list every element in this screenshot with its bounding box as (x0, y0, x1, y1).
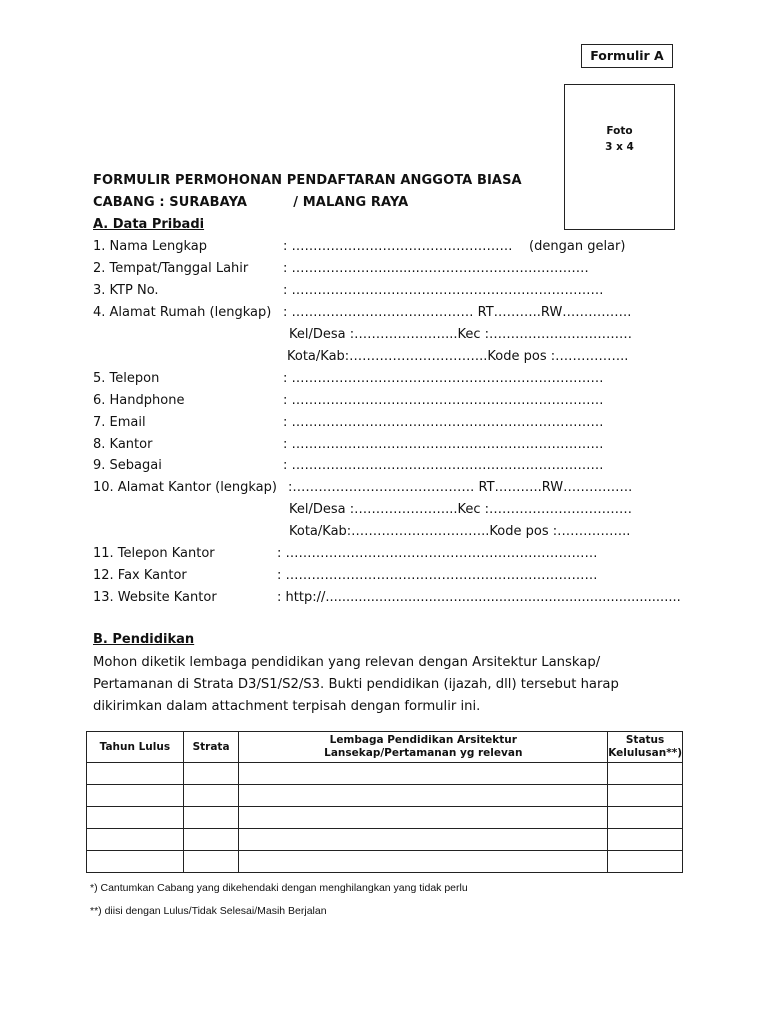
photo-size: 3 x 4 (605, 141, 634, 153)
home-kel-kec[interactable]: Kel/Desa :…………………...Kec :…………………………… (289, 327, 633, 342)
table-cell[interactable] (183, 785, 239, 807)
education-instructions: Mohon diketik lembaga pendidikan yang relevan dengan Arsitektur Lanskap/ Pertamanan di Strata D3/S1/S2/S3. Bukti pendidikan (ijazah, dll) tersebut harap dikirimkan dalam attachment terpisah dengan formulir ini. (93, 655, 619, 714)
table-row (87, 807, 683, 829)
col-header-institution: Lembaga Pendidikan Arsitektur Lansekap/Pertamanan yg relevan (239, 732, 608, 763)
footnote-status: **) diisi dengan Lulus/Tidak Selesai/Masih Berjalan (90, 905, 327, 917)
section-b-heading: B. Pendidikan (93, 632, 195, 647)
field-label: 3. KTP No. (93, 283, 159, 298)
table-cell[interactable] (239, 785, 608, 807)
table-cell[interactable] (608, 829, 683, 851)
table-cell[interactable] (239, 807, 608, 829)
col-header-status: Status Kelulusan**) (608, 732, 683, 763)
field-blank[interactable]: : ……………………………………………………………… (277, 568, 598, 583)
table-row (87, 785, 683, 807)
table-cell[interactable] (87, 851, 184, 873)
col-header-year: Tahun Lulus (87, 732, 184, 763)
table-row (87, 763, 683, 785)
table-cell[interactable] (87, 829, 184, 851)
form-title: FORMULIR PERMOHONAN PENDAFTARAN ANGGOTA BIASA (93, 173, 522, 188)
field-label: 6. Handphone (93, 393, 185, 408)
table-cell[interactable] (239, 829, 608, 851)
home-kota-kodepos[interactable]: Kota/Kab:…………………………..Kode pos :…………….. (287, 349, 629, 364)
photo-box (564, 84, 675, 230)
education-table (86, 731, 683, 873)
section-a-heading: A. Data Pribadi (93, 217, 205, 232)
field-label: 9. Sebagai (93, 458, 162, 473)
footnote-branch: *) Cantumkan Cabang yang dikehendaki dengan menghilangkan yang tidak perlu (90, 882, 468, 894)
table-cell[interactable] (608, 763, 683, 785)
field-blank[interactable]: : ……………………………………………………………… (283, 283, 604, 298)
field-blank[interactable]: : ……………………………………………………………… (277, 546, 598, 561)
field-label: 7. Email (93, 415, 146, 430)
table-row (87, 829, 683, 851)
table-cell[interactable] (608, 807, 683, 829)
branch-line: CABANG : SURABAYA / MALANG RAYA (93, 195, 409, 210)
table-cell[interactable] (183, 763, 239, 785)
table-header-row (87, 732, 683, 763)
form-label-box: Formulir A (581, 44, 673, 68)
field-blank[interactable]: : ………………….........………………………………… (283, 261, 589, 276)
field-label: 10. Alamat Kantor (lengkap) (93, 480, 277, 495)
field-blank[interactable]: : …………………………………………… (dengan gelar) (283, 239, 626, 254)
table-cell[interactable] (608, 785, 683, 807)
field-blank[interactable]: : …………………………………… RT………..RW……………. (283, 305, 632, 320)
office-kel-kec[interactable]: Kel/Desa :…………………...Kec :…………………………… (289, 502, 633, 517)
field-blank[interactable]: : ……………………………………………………………… (283, 371, 604, 386)
field-blank[interactable]: :…………………………………… RT………..RW……………. (288, 480, 633, 495)
field-label: 4. Alamat Rumah (lengkap) (93, 305, 272, 320)
table-cell[interactable] (608, 851, 683, 873)
table-cell[interactable] (183, 829, 239, 851)
table-row (87, 851, 683, 873)
field-label: 5. Telepon (93, 371, 160, 386)
table-cell[interactable] (183, 851, 239, 873)
table-cell[interactable] (87, 763, 184, 785)
office-kota-kodepos[interactable]: Kota/Kab:…………………………..Kode pos :…………….. (289, 524, 631, 539)
field-blank[interactable]: : ……………………………………………………………… (283, 458, 604, 473)
col-header-strata: Strata (183, 732, 239, 763)
field-label: 12. Fax Kantor (93, 568, 187, 583)
field-label: 2. Tempat/Tanggal Lahir (93, 261, 249, 276)
field-blank[interactable]: : ……………………………………………………………… (283, 393, 604, 408)
table-cell[interactable] (87, 785, 184, 807)
field-label: 8. Kantor (93, 437, 153, 452)
table-cell[interactable] (87, 807, 184, 829)
field-blank[interactable]: : ……………………………………………………………… (283, 437, 604, 452)
table-cell[interactable] (183, 807, 239, 829)
table-cell[interactable] (239, 851, 608, 873)
field-label: 1. Nama Lengkap (93, 239, 208, 254)
field-blank[interactable]: : ……………………………………………………………… (283, 415, 604, 430)
table-cell[interactable] (239, 763, 608, 785)
field-label: 11. Telepon Kantor (93, 546, 215, 561)
photo-label: Foto (606, 125, 633, 137)
field-label: 13. Website Kantor (93, 590, 217, 605)
field-blank[interactable]: : http://...................................................................................... (277, 590, 681, 605)
